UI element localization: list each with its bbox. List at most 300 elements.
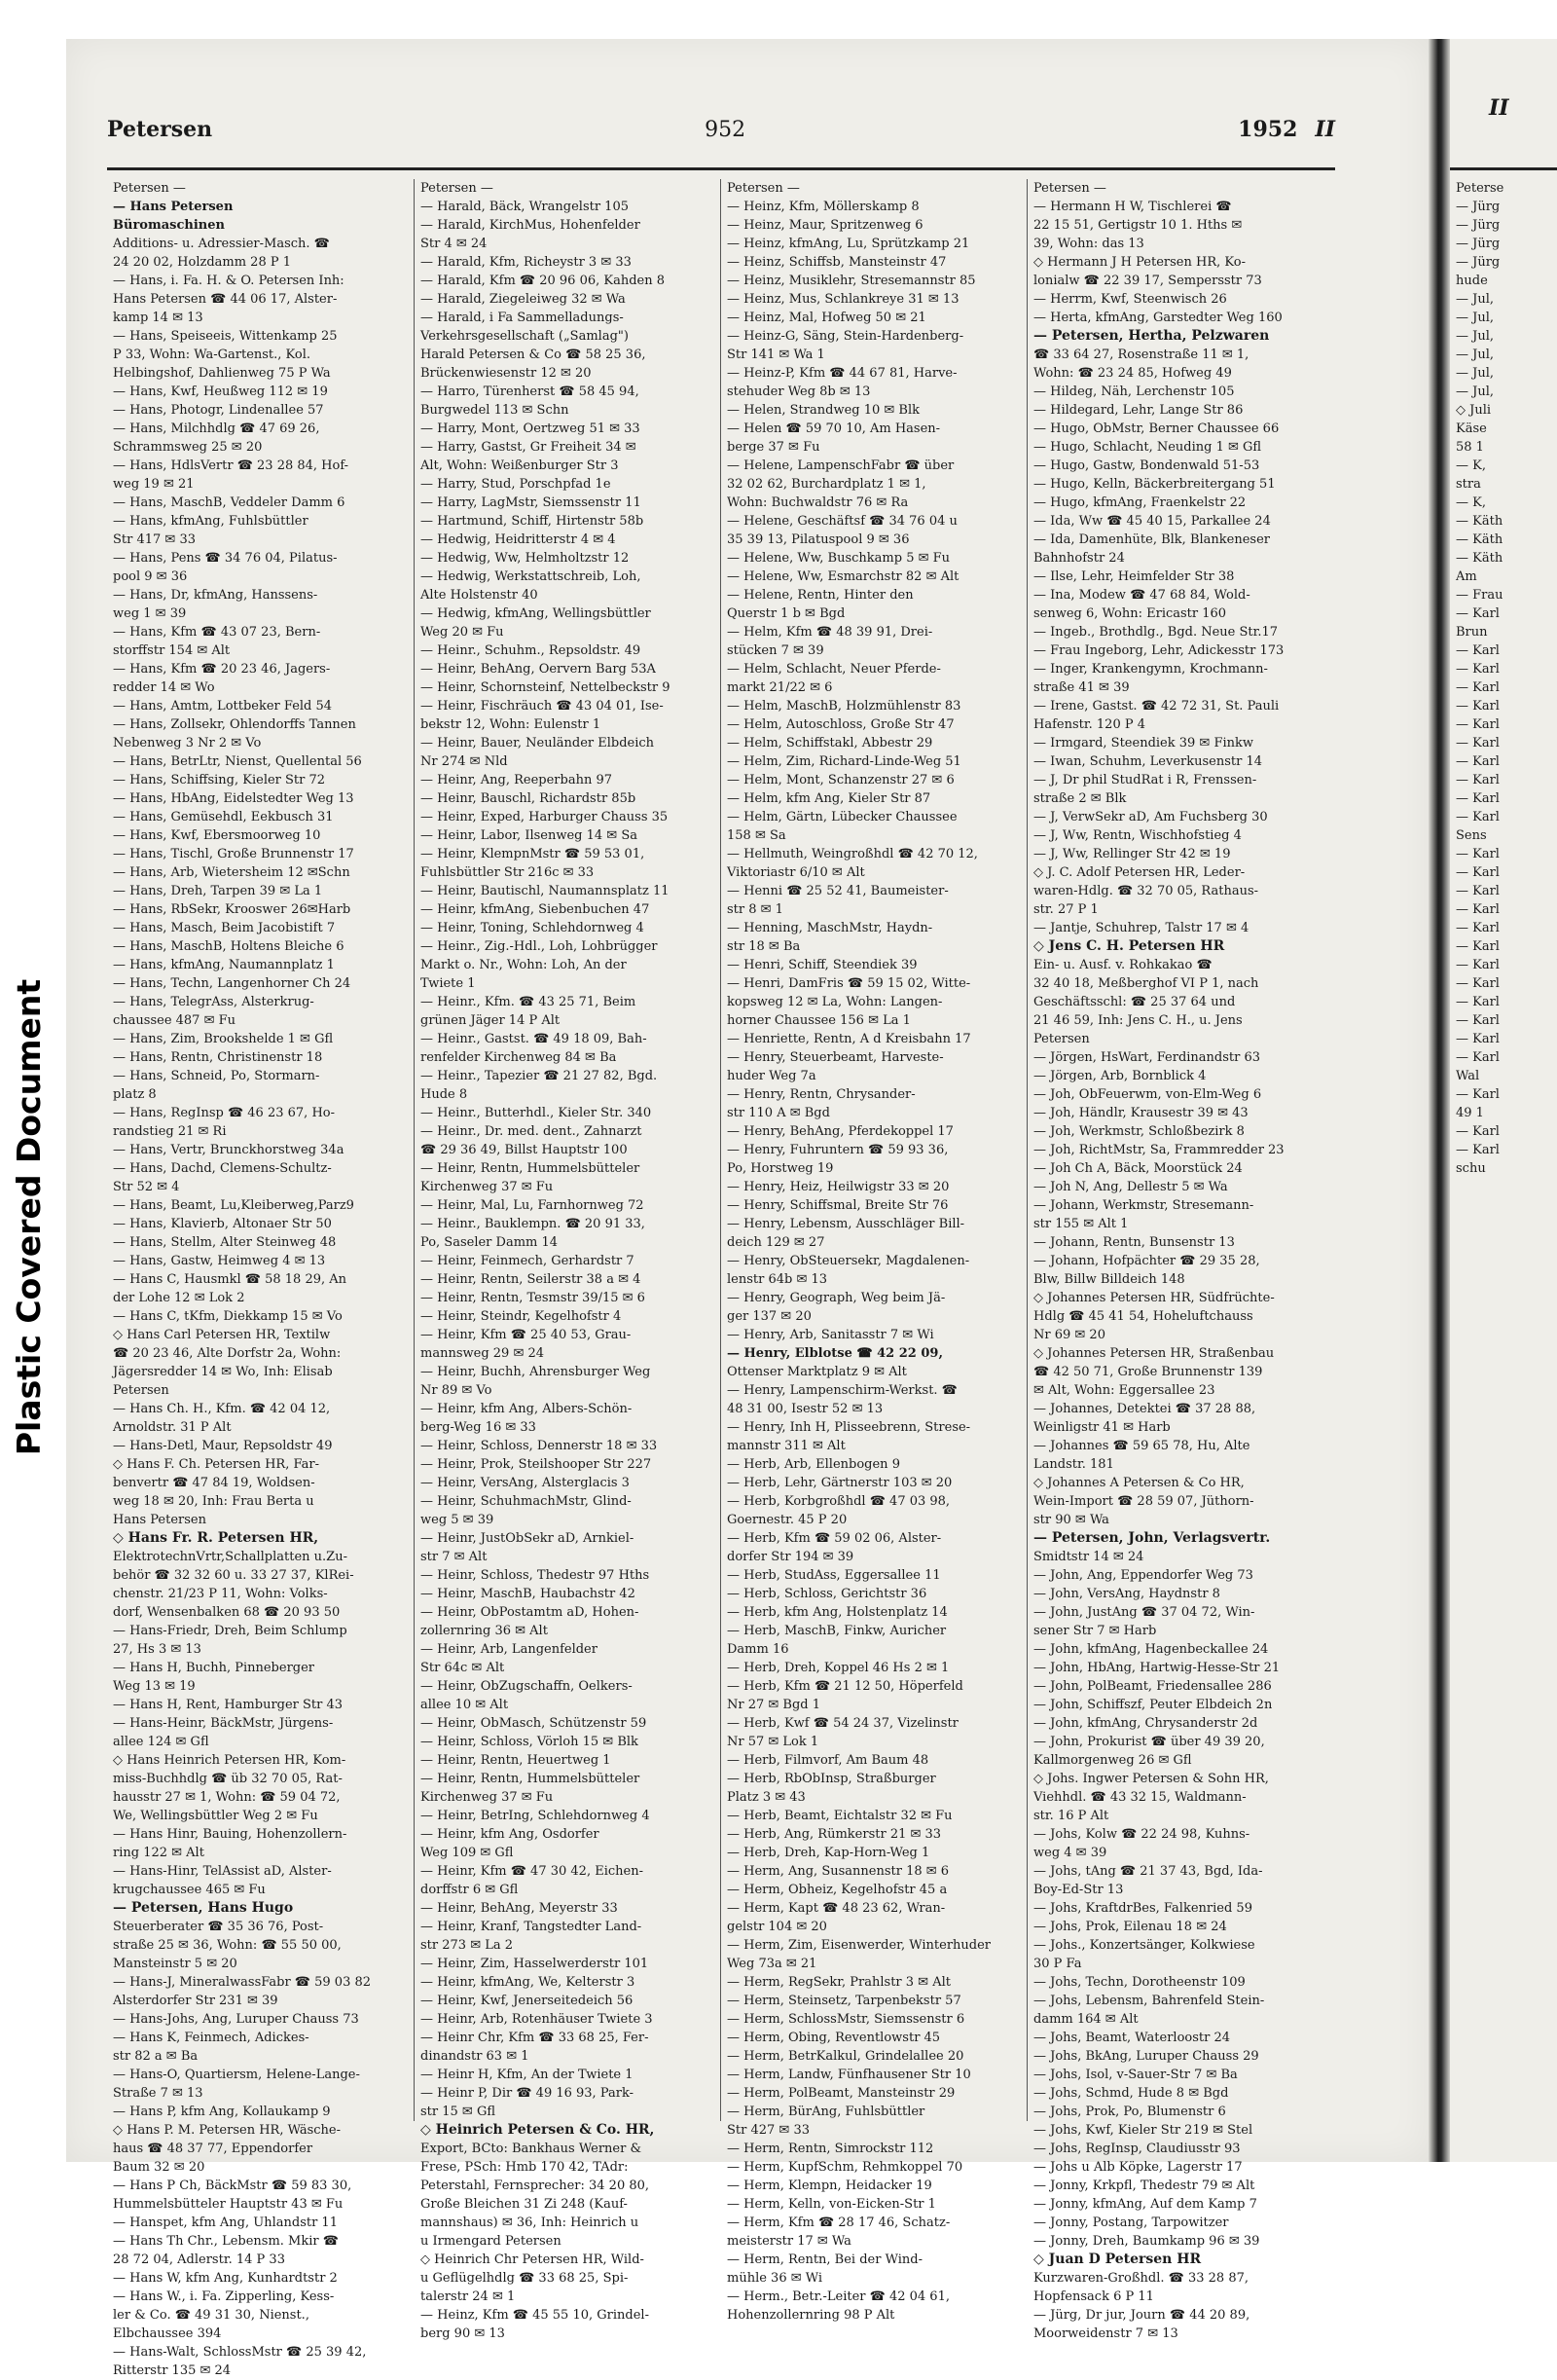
directory-entry: lonialw ☎ 22 39 17, Sempersstr 73 [1033, 274, 1262, 288]
directory-entry: Elbchaussee 394 [113, 2326, 222, 2341]
directory-entry: — Joh, RichtMstr, Sa, Frammredder 23 [1033, 1143, 1285, 1157]
adjacent-page-line: — Karl [1456, 1050, 1500, 1065]
directory-entry: — Jantje, Schuhrep, Talstr 17 ✉ 4 [1033, 921, 1249, 935]
directory-entry: — Hans-Detl, Maur, Repsoldstr 49 [113, 1439, 333, 1453]
directory-entry: — Hans, Gemüsehdl, Eekbusch 31 [113, 810, 334, 824]
directory-entry: — Hans, Masch, Beim Jacobistift 7 [113, 921, 336, 935]
directory-entry: — Herb, Kwf ☎ 54 24 37, Vizelinstr [727, 1716, 959, 1731]
directory-entry: — Henry, Lampenschirm-Werkst. ☎ [727, 1383, 958, 1398]
directory-entry: ◇ Hans F. Ch. Petersen HR, Far- [113, 1457, 319, 1472]
directory-entry: — Hans, Amtm, Lottbeker Feld 54 [113, 699, 333, 714]
directory-entry: bekstr 12, Wohn: Eulenstr 1 [420, 717, 601, 732]
directory-entry: — Hans, Dr, kfmAng, Hanssens- [113, 588, 318, 603]
directory-entry: allee 124 ✉ Gfl [113, 1735, 209, 1749]
adjacent-page-line: — Jul, [1456, 311, 1495, 325]
directory-entry: — Heinr, BetrIng, Schlehdornweg 4 [420, 1809, 650, 1823]
directory-entry: — Herb, MaschB, Finkw, Auricher [727, 1624, 947, 1638]
directory-entry: chenstr. 21/23 P 11, Wohn: Volks- [113, 1587, 328, 1601]
directory-entry: — Hugo, ObMstr, Berner Chaussee 66 [1033, 421, 1280, 436]
directory-entry: Alt, Wohn: Weißenburger Str 3 [420, 458, 619, 473]
adjacent-page-line: — Karl [1456, 699, 1500, 714]
directory-entry: — Heinr, Schloss, Vörloh 15 ✉ Blk [420, 1735, 638, 1749]
directory-entry: Str 427 ✉ 33 [727, 2123, 810, 2138]
directory-entry: Querstr 1 b ✉ Bgd [727, 606, 846, 621]
directory-entry: — Heinr, Arb, Langenfelder [420, 1642, 597, 1657]
directory-entry: — Harry, Stud, Porschpfad 1e [420, 477, 611, 492]
directory-entry: lenstr 64b ✉ 13 [727, 1272, 828, 1287]
directory-entry: — Hans, Rentn, Christinenstr 18 [113, 1050, 323, 1065]
directory-entry: Schrammsweg 25 ✉ 20 [113, 440, 263, 455]
directory-entry: — Harald, Kfm ☎ 20 96 06, Kahden 8 [420, 274, 666, 288]
directory-entry: — Hans W., i. Fa. Zipperling, Kess- [113, 2289, 335, 2304]
directory-entry: dorfer Str 194 ✉ 39 [727, 1550, 854, 1564]
directory-entry: — Hans, Kwf, Ebersmoorweg 10 [113, 828, 321, 843]
adjacent-page-line: 58 1 [1456, 440, 1484, 455]
directory-entry: Nr 57 ✉ Lok 1 [727, 1735, 819, 1749]
directory-entry: — Hans, Tischl, Große Brunnenstr 17 [113, 847, 354, 861]
directory-entry: — Harry, LagMstr, Siemssenstr 11 [420, 495, 641, 510]
adjacent-page-line: — Karl [1456, 662, 1500, 677]
directory-entry: — Herb, kfm Ang, Holstenplatz 14 [727, 1605, 948, 1620]
directory-entry: — Heinr, Bauschl, Richardstr 85b [420, 791, 636, 806]
adjacent-page-line: — Karl [1456, 865, 1500, 880]
directory-entry: senweg 6, Wohn: Ericastr 160 [1033, 606, 1227, 621]
directory-entry: renfelder Kirchenweg 84 ✉ Ba [420, 1050, 617, 1065]
directory-entry: — John, HbAng, Hartwig-Hesse-Str 21 [1033, 1661, 1281, 1675]
directory-entry: str 155 ✉ Alt 1 [1033, 1217, 1129, 1231]
directory-entry: — Johannes, Detektei ☎ 37 28 88, [1033, 1402, 1256, 1416]
adjacent-page-line: — Karl [1456, 1124, 1500, 1139]
page-gutter [1429, 39, 1450, 2162]
directory-entry: — Herm, Kfm ☎ 28 17 46, Schatz- [727, 2215, 951, 2230]
directory-entry: Geschäftsschl: ☎ 25 37 64 und [1033, 995, 1236, 1009]
directory-entry: — Heinr, Exped, Harburger Chauss 35 [420, 810, 669, 824]
adjacent-page-line: — Karl [1456, 810, 1500, 824]
directory-entry: — Jörgen, HsWart, Ferdinandstr 63 [1033, 1050, 1261, 1065]
directory-entry: Additions- u. Adressier-Masch. ☎ [113, 237, 330, 251]
directory-entry: — Herm, KupfSchm, Rehmkoppel 70 [727, 2160, 963, 2175]
directory-entry: — Hedwig, Heidritterstr 4 ✉ 4 [420, 532, 616, 547]
directory-entry: — Petersen, Hans Hugo [113, 1900, 294, 1916]
directory-entry: Kallmorgenweg 26 ✉ Gfl [1033, 1753, 1192, 1768]
directory-entry: Hopfensack 6 P 11 [1033, 2289, 1154, 2304]
directory-entry: Nr 89 ✉ Vo [420, 1383, 492, 1398]
directory-entry: zollernring 36 ✉ Alt [420, 1624, 548, 1638]
directory-entry: — Johs, Prok, Po, Blumenstr 6 [1033, 2105, 1226, 2119]
adjacent-page-line: stra [1456, 477, 1481, 492]
directory-entry: weg 5 ✉ 39 [420, 1513, 494, 1527]
adjacent-page-line: schu [1456, 1161, 1486, 1176]
header-surname: Petersen [107, 117, 213, 142]
directory-entry: — Heinr, Arb, Rotenhäuser Twiete 3 [420, 2012, 653, 2027]
directory-entry: — Johs., Konzertsänger, Kolkwiese [1033, 1938, 1255, 1953]
directory-entry: — Heinr, SchuhmachMstr, Glind- [420, 1494, 632, 1509]
adjacent-page-lines [1450, 179, 1557, 1178]
directory-entry: Str 417 ✉ 33 [113, 532, 196, 547]
directory-entry: — John, Prokurist ☎ über 49 39 20, [1033, 1735, 1265, 1749]
directory-entry: — Petersen, Hertha, Pelzwaren [1033, 328, 1270, 344]
directory-entry: huder Weg 7a [727, 1069, 816, 1083]
directory-entry: mannstr 311 ✉ Alt [727, 1439, 846, 1453]
directory-entry: str 18 ✉ Ba [727, 939, 801, 954]
directory-entry: — Heinr., Dr. med. dent., Zahnarzt [420, 1124, 642, 1139]
directory-entry: — Johs, Techn, Dorotheenstr 109 [1033, 1975, 1246, 1990]
adjacent-page-line: Sens [1456, 828, 1487, 843]
directory-entry: — Hans, Arb, Wietersheim 12 ✉Schn [113, 865, 350, 880]
directory-entry: — Hans H, Rent, Hamburger Str 43 [113, 1698, 344, 1712]
directory-entry: — Johs u Alb Köpke, Lagerstr 17 [1033, 2160, 1243, 2175]
directory-entry: — Herm, Kelln, von-Eicken-Str 1 [727, 2197, 936, 2212]
directory-entry: str. 16 P Alt [1033, 1809, 1109, 1823]
adjacent-page-line: — K, [1456, 495, 1486, 510]
directory-entry: mannsweg 29 ✉ 24 [420, 1346, 545, 1361]
directory-entry: — Hellmuth, Weingroßhdl ☎ 42 70 12, [727, 847, 978, 861]
adjacent-page-line: — Jürg [1456, 237, 1501, 251]
directory-entry: — Joh N, Ang, Dellestr 5 ✉ Wa [1033, 1180, 1228, 1194]
directory-entry: behör ☎ 32 32 60 u. 33 27 37, KlRei- [113, 1568, 354, 1583]
directory-entry: — Johs, Prok, Eilenau 18 ✉ 24 [1033, 1920, 1227, 1934]
directory-entry: Nr 69 ✉ 20 [1033, 1328, 1105, 1342]
directory-entry: — Hans, Photogr, Lindenallee 57 [113, 403, 324, 418]
directory-entry: — John, PolBeamt, Friedensallee 286 [1033, 1679, 1272, 1694]
directory-entry: — Hans, TelegrAss, Alsterkrug- [113, 995, 314, 1009]
directory-entry: Petersen [1033, 1032, 1090, 1046]
directory-entry: — Hans, Klavierb, Altonaer Str 50 [113, 1217, 332, 1231]
adjacent-page-line: — Karl [1456, 754, 1500, 769]
directory-entry: — Johs, Kwf, Kieler Str 219 ✉ Stel [1033, 2123, 1253, 2138]
adjacent-page-line: — Karl [1456, 995, 1500, 1009]
adjacent-page-line: — Käth [1456, 532, 1503, 547]
directory-entry: — Johs, BkAng, Luruper Chauss 29 [1033, 2049, 1259, 2064]
adjacent-page-line: — Karl [1456, 958, 1500, 972]
directory-entry: Helbingshof, Dahlienweg 75 P Wa [113, 366, 331, 381]
directory-entry: ◇ Hans Fr. R. Petersen HR, [113, 1530, 319, 1546]
adjacent-page [1450, 39, 1557, 2162]
directory-entry: — Hans, Kfm ☎ 20 23 46, Jagers- [113, 662, 331, 677]
directory-entry: — Herb, Arb, Ellenbogen 9 [727, 1457, 900, 1472]
directory-entry: haus ☎ 48 37 77, Eppendorfer [113, 2142, 313, 2156]
adjacent-page-line: — Jul, [1456, 384, 1495, 399]
directory-entry: 21 46 59, Inh: Jens C. H., u. Jens [1033, 1013, 1243, 1028]
directory-entry: Hafenstr. 120 P 4 [1033, 717, 1146, 732]
directory-entry: 35 39 13, Pilatuspool 9 ✉ 36 [727, 532, 910, 547]
directory-entry: Mansteinstr 5 ✉ 20 [113, 1957, 237, 1971]
directory-entry: — Helen, Strandweg 10 ✉ Blk [727, 403, 921, 418]
directory-entry: — Helm, Zim, Richard-Linde-Weg 51 [727, 754, 961, 769]
directory-entry: ger 137 ✉ 20 [727, 1309, 812, 1324]
directory-entry: — Herm, Obing, Reventlowstr 45 [727, 2031, 941, 2045]
directory-entry: — Henry, Schiffsmal, Breite Str 76 [727, 1198, 949, 1213]
directory-entry: allee 10 ✉ Alt [420, 1698, 509, 1712]
column-heading: Petersen — [113, 181, 186, 196]
directory-entry: 158 ✉ Sa [727, 828, 786, 843]
directory-entry: — Heinr, kfmAng, We, Kelterstr 3 [420, 1975, 635, 1990]
directory-entry: — Heinr, Bautischl, Naumannsplatz 11 [420, 884, 670, 898]
directory-entry: — Hans, RbSekr, Krooswег 26✉Harb [113, 902, 351, 917]
directory-entry: — Hans Ch. H., Kfm. ☎ 42 04 12, [113, 1402, 331, 1416]
directory-entry: — Johs, Schmd, Hude 8 ✉ Bgd [1033, 2086, 1229, 2101]
directory-entry: — Heinz, kfmAng, Lu, Sprützkamp 21 [727, 237, 970, 251]
directory-entry: — Jürg, Dr jur, Journ ☎ 44 20 89, [1033, 2308, 1250, 2323]
directory-entry: — Hans, Dreh, Tarpen 39 ✉ La 1 [113, 884, 323, 898]
directory-entry: 22 15 51, Gertigstr 10 1. Hths ✉ [1033, 218, 1243, 233]
directory-entry: — Henning, MaschMstr, Haydn- [727, 921, 933, 935]
directory-entry: — Heinr., Gastst. ☎ 49 18 09, Bah- [420, 1032, 647, 1046]
directory-entry: ◇ Hermann J H Petersen HR, Ko- [1033, 255, 1246, 270]
directory-entry: P 33, Wohn: Wa-Gartenst., Kol. [113, 348, 311, 362]
directory-entry: — Hans K, Feinmech, Adickes- [113, 2031, 309, 2045]
adjacent-page-line: — Karl [1456, 1087, 1500, 1102]
directory-entry: — Hans, kfmAng, Naumannplatz 1 [113, 958, 335, 972]
directory-entry: — Hans-Walt, SchlossMstr ☎ 25 39 42, [113, 2345, 367, 2360]
directory-entry: — Heinr, KlempnMstr ☎ 59 53 01, [420, 847, 645, 861]
directory-entry: Boy-Ed-Str 13 [1033, 1883, 1124, 1897]
directory-entry: Ottenser Marktplatz 9 ✉ Alt [727, 1365, 907, 1379]
directory-entry: — Herm, Rentn, Simrockstr 112 [727, 2142, 934, 2156]
directory-entry: str 7 ✉ Alt [420, 1550, 488, 1564]
adjacent-page-line: — Karl [1456, 847, 1500, 861]
side-label [0, 876, 58, 1557]
directory-entry: Weinligstr 41 ✉ Harb [1033, 1420, 1171, 1435]
directory-entry: — Herm, Ang, Susannenstr 18 ✉ 6 [727, 1864, 950, 1879]
directory-entry: — Heinr, kfm Ang, Albers-Schön- [420, 1402, 633, 1416]
directory-entry: — Heinr, Kwf, Jenerseitedeich 56 [420, 1994, 634, 2008]
directory-entry: Arnoldstr. 31 P Alt [113, 1420, 232, 1435]
directory-entry: — Herm, BürAng, Fuhlsbüttler [727, 2105, 925, 2119]
directory-entry: — Ida, Damenhüte, Blk, Blankeneser [1033, 532, 1271, 547]
adjacent-page-line: — Karl [1456, 902, 1500, 917]
directory-entry: Damm 16 [727, 1642, 789, 1657]
adjacent-page-line: Am [1456, 569, 1477, 584]
directory-column-1 [107, 179, 414, 2378]
directory-entry: Blw, Billw Billdeich 148 [1033, 1272, 1185, 1287]
directory-entry: — Heinr., Tapezier ☎ 21 27 82, Bgd. [420, 1069, 658, 1083]
directory-entry: — Heinr Chr, Kfm ☎ 33 68 25, Fer- [420, 2031, 649, 2045]
directory-entry: — Herm, Landw, Fünfhausener Str 10 [727, 2068, 971, 2082]
directory-entry: Straße 7 ✉ 13 [113, 2086, 203, 2101]
directory-entry: berg 90 ✉ 13 [420, 2326, 505, 2341]
directory-entry: — Heinr, Steindr, Kegelhofstr 4 [420, 1309, 622, 1324]
directory-entry: stücken 7 ✉ 39 [727, 643, 824, 658]
directory-entry: — Heinr, JustObSekr aD, Arnkiel- [420, 1531, 634, 1546]
directory-entry: — John, Ang, Eppendorfer Weg 73 [1033, 1568, 1253, 1583]
adjacent-page-line: — Jürg [1456, 255, 1501, 270]
directory-entry: Weg 109 ✉ Gfl [420, 1846, 514, 1860]
directory-entry: — Herm, PolBeamt, Mansteinstr 29 [727, 2086, 956, 2101]
directory-entry: — Heinr, VersAng, Alsterglacis 3 [420, 1476, 630, 1490]
adjacent-page-line: — Karl [1456, 717, 1500, 732]
directory-entry: Kurzwaren-Großhdl. ☎ 33 28 87, [1033, 2271, 1249, 2286]
directory-entry: Nr 27 ✉ Bgd 1 [727, 1698, 821, 1712]
directory-entry: Viehhdl. ☎ 43 32 15, Waldmann- [1033, 1790, 1247, 1805]
directory-entry: Bahnhofstr 24 [1033, 551, 1125, 566]
directory-entry: — Heinr, Zim, Hasselwerderstr 101 [420, 1957, 649, 1971]
directory-entry: — J, VerwSekr aD, Am Fuchsberg 30 [1033, 810, 1268, 824]
directory-entry: — Herb, Schloss, Gerichtstr 36 [727, 1587, 927, 1601]
directory-entry: Kirchenweg 37 ✉ Fu [420, 1180, 554, 1194]
directory-entry: — Henry, BehAng, Pferdekoppel 17 [727, 1124, 954, 1139]
directory-entry: ✉ Alt, Wohn: Eggersallee 23 [1033, 1383, 1215, 1398]
directory-entry: — Harald, KirchMus, Hohenfelder [420, 218, 640, 233]
adjacent-page-line: — Jul, [1456, 292, 1495, 307]
directory-entry: 27, Hs 3 ✉ 13 [113, 1642, 201, 1657]
directory-entry: — Heinr P, Dir ☎ 49 16 93, Park- [420, 2086, 634, 2101]
directory-entry: — Jonny, Dreh, Baumkamp 96 ✉ 39 [1033, 2234, 1260, 2249]
directory-entry: — Heinr, ObZugschaffn, Oelkers- [420, 1679, 633, 1694]
directory-entry: — Heinr., Schuhm., Repsoldstr. 49 [420, 643, 641, 658]
directory-entry: — Heinz, Kfm ☎ 45 55 10, Grindel- [420, 2308, 649, 2323]
directory-entry: stehuder Weg 8b ✉ 13 [727, 384, 871, 399]
directory-entry: Baum 32 ✉ 20 [113, 2160, 205, 2175]
directory-entry: — Joh, Werkmstr, Schloßbezirk 8 [1033, 1124, 1245, 1139]
directory-entry: — Heinr, Feinmech, Gerhardstr 7 [420, 1254, 634, 1268]
directory-entry: — Heinr., Kfm. ☎ 43 25 71, Beim [420, 995, 636, 1009]
directory-entry: — Herb, Beamt, Eichtalstr 32 ✉ Fu [727, 1809, 953, 1823]
directory-entry: Weg 20 ✉ Fu [420, 625, 504, 640]
directory-entry: Petersen [113, 1383, 169, 1398]
adjacent-page-line: — K, [1456, 458, 1486, 473]
directory-entry: redder 14 ✉ Wo [113, 680, 215, 695]
directory-entry: Wein-Import ☎ 28 59 07, Jüthorn- [1033, 1494, 1254, 1509]
directory-entry: Export, BCto: Bankhaus Werner & [420, 2142, 642, 2156]
directory-entry: Smidtstr 14 ✉ 24 [1033, 1550, 1144, 1564]
directory-entry: — Hans-Heinr, BäckMstr, Jürgens- [113, 1716, 334, 1731]
directory-entry: mannshaus) ✉ 36, Inh: Heinrich u [420, 2215, 639, 2230]
directory-entry: — Henry, Lebensm, Ausschläger Bill- [727, 1217, 965, 1231]
directory-entry: — Heinz-G, Säng, Stein-Hardenberg- [727, 329, 964, 344]
directory-entry: — Hedwig, Werkstattschreib, Loh, [420, 569, 641, 584]
directory-entry: — Hans, HbAng, Eidelstedter Weg 13 [113, 791, 354, 806]
directory-entry: — Herb, Kfm ☎ 21 12 50, Höperfeld [727, 1679, 963, 1694]
directory-entry: — Jonny, kfmAng, Auf dem Kamp 7 [1033, 2197, 1257, 2212]
directory-entry: — Johann, Hofpächter ☎ 29 35 28, [1033, 1254, 1260, 1268]
directory-entry: — Henri, Schiff, Steendiek 39 [727, 958, 918, 972]
directory-entry: — Henry, Heiz, Heilwigstr 33 ✉ 20 [727, 1180, 950, 1194]
directory-entry: gelstr 104 ✉ 20 [727, 1920, 827, 1934]
directory-entry: — J, Ww, Rellinger Str 42 ✉ 19 [1033, 847, 1231, 861]
directory-entry: Jägersredder 14 ✉ Wo, Inh: Elisab [113, 1365, 333, 1379]
adjacent-page-line: — Käth [1456, 514, 1503, 529]
directory-entry: — Heinr, Ang, Reeperbahn 97 [420, 773, 612, 787]
directory-entry: — Heinr, ObMasch, Schützenstr 59 [420, 1716, 647, 1731]
directory-entry: — Johs, Kolw ☎ 22 24 98, Kuhns- [1033, 1827, 1250, 1842]
directory-entry: — Harald, Ziegeleiweg 32 ✉ Wa [420, 292, 626, 307]
directory-entry: — Herm, Rentn, Bei der Wind- [727, 2252, 923, 2267]
directory-entry: ◇ Johannes A Petersen & Co HR, [1033, 1476, 1245, 1490]
directory-entry: Weg 73a ✉ 21 [727, 1957, 817, 1971]
directory-entry: — John, kfmAng, Chrysanderstr 2d [1033, 1716, 1258, 1731]
directory-entry: str 8 ✉ 1 [727, 902, 783, 917]
directory-entry: — Henry, ObSteuersekr, Magdalenen- [727, 1254, 970, 1268]
directory-entry: — Hans C, tKfm, Diekkamp 15 ✉ Vo [113, 1309, 343, 1324]
adjacent-page-line: 49 1 [1456, 1106, 1484, 1120]
directory-entry: damm 164 ✉ Alt [1033, 2012, 1139, 2027]
adjacent-page-line: — Jul, [1456, 329, 1495, 344]
directory-entry: Fuhlsbüttler Str 216c ✉ 33 [420, 865, 595, 880]
directory-entry: — Helene, Ww, Buschkamp 5 ✉ Fu [727, 551, 951, 566]
directory-entry: ◇ Johannes Petersen HR, Straßenbau [1033, 1346, 1275, 1361]
directory-entry: — Hermann H W, Tischlerei ☎ [1033, 200, 1232, 214]
directory-entry: u Irmengard Petersen [420, 2234, 561, 2249]
directory-entry: — Harro, Türenherst ☎ 58 45 94, [420, 384, 639, 399]
directory-entry: — Inger, Krankengymn, Krochmann- [1033, 662, 1268, 677]
directory-entry: — Ingeb., Brothdlg., Bgd. Neue Str.17 [1033, 625, 1279, 640]
directory-entry: — Henry, Elblotse ☎ 42 22 09, [727, 1346, 943, 1361]
directory-entry: Wohn: ☎ 23 24 85, Hofweg 49 [1033, 366, 1232, 381]
directory-entry: — J, Dr phil StudRat i R, Frenssen- [1033, 773, 1257, 787]
directory-entry: 39, Wohn: das 13 [1033, 237, 1144, 251]
directory-entry: ◇ Jens C. H. Petersen HR [1033, 938, 1225, 954]
directory-entry: randstieg 21 ✉ Ri [113, 1124, 227, 1139]
directory-entry: — Ida, Ww ☎ 45 40 15, Parkallee 24 [1033, 514, 1271, 529]
directory-entry: talerstr 24 ✉ 1 [420, 2289, 516, 2304]
directory-entry: Str 52 ✉ 4 [113, 1180, 180, 1194]
directory-entry: Peterstahl, Fernsprecher: 34 20 80, [420, 2179, 650, 2193]
directory-entry: — Hans, Vertr, Brunckhorstweg 34a [113, 1143, 344, 1157]
directory-entry: ◇ Johannes Petersen HR, Südfrüchte- [1033, 1291, 1275, 1305]
directory-entry: — Heinr, Rentn, Heuertweg 1 [420, 1753, 611, 1768]
directory-entry: pool 9 ✉ 36 [113, 569, 188, 584]
directory-entry: — Hans-Johs, Ang, Luruper Chauss 73 [113, 2012, 359, 2027]
directory-entry: — Harald, i Fa Sammelladungs- [420, 311, 624, 325]
directory-entry: Str 4 ✉ 24 [420, 237, 488, 251]
directory-entry: — Helm, Schlacht, Neuer Pferde- [727, 662, 941, 677]
directory-entry: — Heinr, Rentn, Hummelsbütteler [420, 1772, 640, 1786]
directory-entry: — Heinr, Schornsteinf, Nettelbeckstr 9 [420, 680, 670, 695]
adjacent-page-line: Käse [1456, 421, 1487, 436]
directory-entry: — Hans, Gastw, Heimweg 4 ✉ 13 [113, 1254, 326, 1268]
directory-entry: Viktoriastr 6/10 ✉ Alt [727, 865, 865, 880]
directory-entry: berg-Weg 16 ✉ 33 [420, 1420, 536, 1435]
directory-entry: — Hans, RegInsp ☎ 46 23 67, Ho- [113, 1106, 336, 1120]
directory-entry: ◇ Heinrich Petersen & Co. HR, [420, 2122, 655, 2138]
adjacent-page-line: — Karl [1456, 606, 1500, 621]
directory-entry: — Helm, Autoschloss, Große Str 47 [727, 717, 955, 732]
directory-entry: — Henry, Rentn, Chrysander- [727, 1087, 916, 1102]
directory-entry: — Heinz-P, Kfm ☎ 44 67 81, Harve- [727, 366, 958, 381]
directory-entry: — Johannes ☎ 59 65 78, Hu, Alte [1033, 1439, 1250, 1453]
directory-entry: — Helm, kfm Ang, Kieler Str 87 [727, 791, 931, 806]
directory-entry: — Johann, Werkmstr, Stresemann- [1033, 1198, 1254, 1213]
directory-entry: — Heinr, Prok, Steilshooper Str 227 [420, 1457, 652, 1472]
directory-entry: — Heinr, Kranf, Tangstedter Land- [420, 1920, 642, 1934]
side-label-text: Plastic Covered Document [10, 978, 49, 1455]
directory-entry: Goernestr. 45 P 20 [727, 1513, 848, 1527]
directory-entry: — John, JustAng ☎ 37 04 72, Win- [1033, 1605, 1255, 1620]
directory-entry: — Jonny, Postang, Tarpowitzer [1033, 2215, 1229, 2230]
directory-entry: weg 4 ✉ 39 [1033, 1846, 1107, 1860]
directory-entry: — Heinr., Bauklempn. ☎ 20 91 33, [420, 1217, 645, 1231]
directory-entry: — Herm., Betr.-Leiter ☎ 42 04 61, [727, 2289, 950, 2304]
directory-entry: storffstr 154 ✉ Alt [113, 643, 231, 658]
directory-entry: — Heinr, Kfm ☎ 25 40 53, Grau- [420, 1328, 632, 1342]
directory-entry: — Henry, Geograph, Weg beim Jä- [727, 1291, 946, 1305]
directory-entry: ☎ 29 36 49, Billst Hauptstr 100 [420, 1143, 628, 1157]
directory-entry: Frese, PSch: Hmb 170 42, TAdr: [420, 2160, 629, 2175]
directory-entry: — Henni ☎ 25 52 41, Baumeister- [727, 884, 949, 898]
directory-entry: — Hans, Milchhdlg ☎ 47 69 26, [113, 421, 320, 436]
directory-column-4 [1027, 179, 1333, 2341]
directory-entry: horner Chaussee 156 ✉ La 1 [727, 1013, 911, 1028]
adjacent-page-line: — Karl [1456, 921, 1500, 935]
directory-entry: — Johs, Beamt, Waterloostr 24 [1033, 2031, 1231, 2045]
directory-entry: — Heinr, Kfm ☎ 47 30 42, Eichen- [420, 1864, 643, 1879]
directory-entry: — Helm, Kfm ☎ 48 39 91, Drei- [727, 625, 933, 640]
directory-entry: We, Wellingsbüttler Weg 2 ✉ Fu [113, 1809, 318, 1823]
directory-entry: — Helen ☎ 59 70 10, Am Hasen- [727, 421, 941, 436]
directory-entry: Ein- u. Ausf. v. Rohkakao ☎ [1033, 958, 1213, 972]
directory-entry: — Heinr, ObPostamtm aD, Hohen- [420, 1605, 639, 1620]
